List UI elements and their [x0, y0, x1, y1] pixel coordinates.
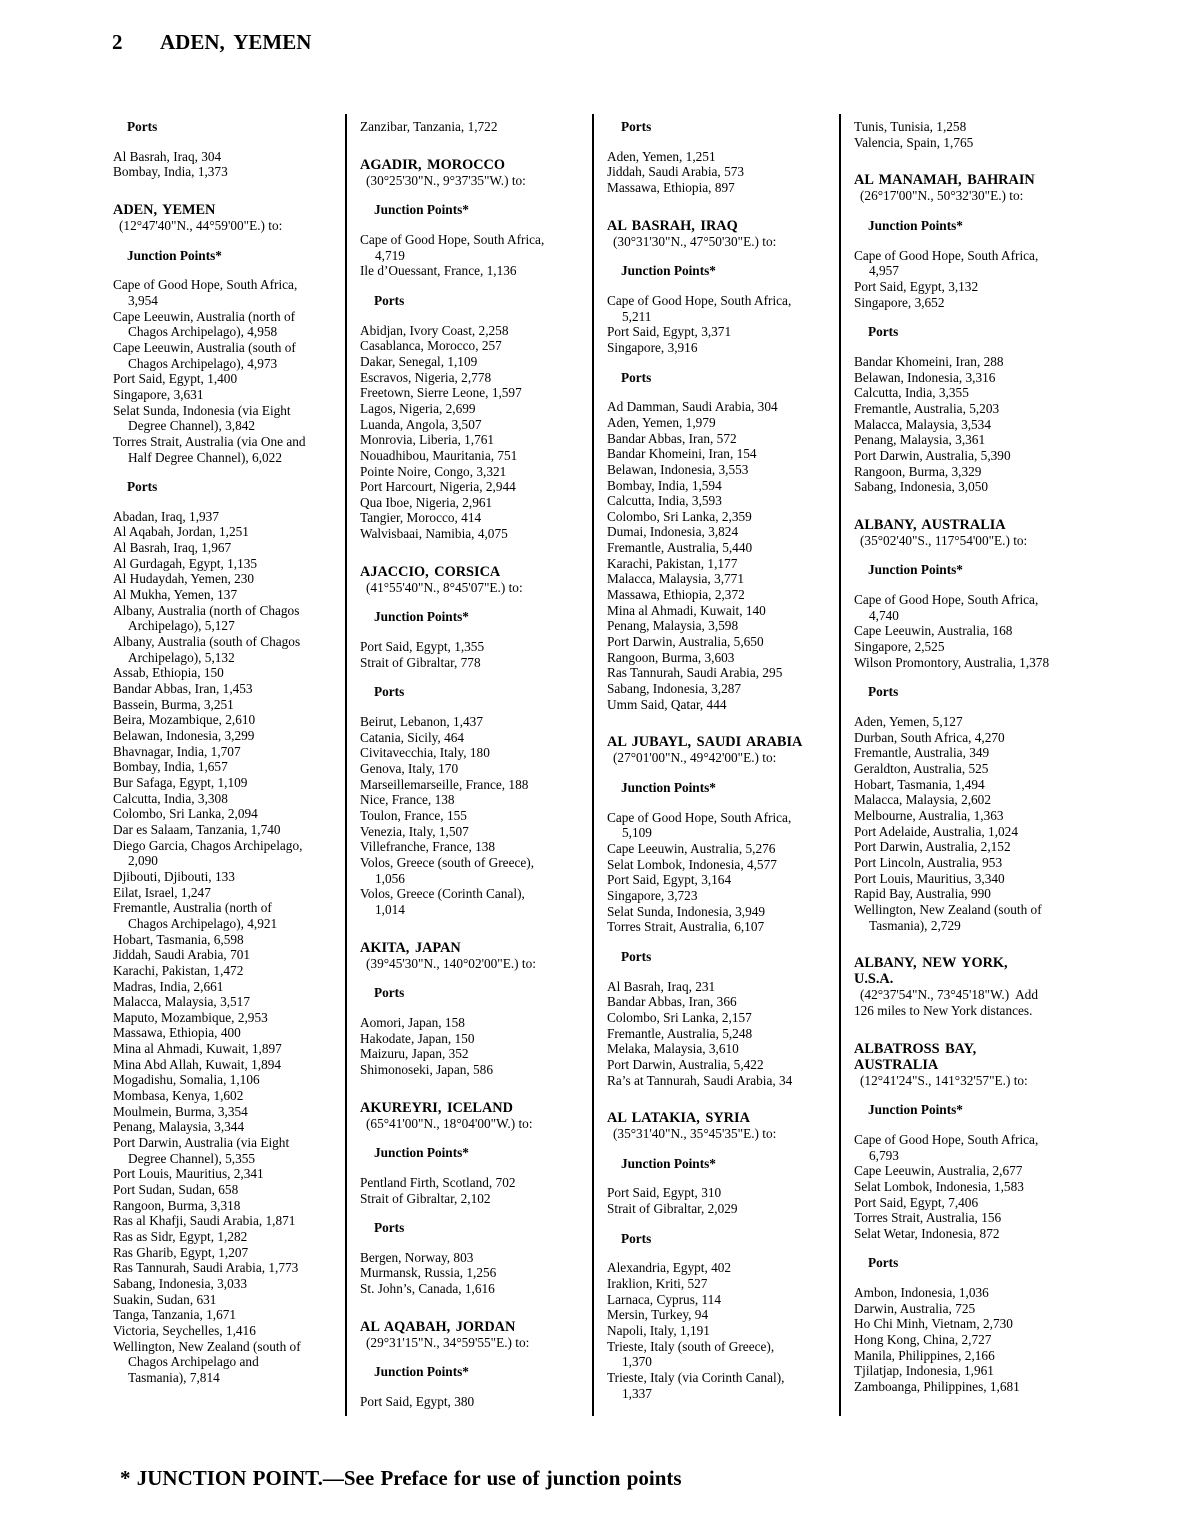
port-entry: Murmansk, Russia, 1,256: [360, 1265, 497, 1281]
port-entry: Lagos, Nigeria, 2,699: [360, 400, 476, 416]
place-heading: AUSTRALIA: [854, 1056, 939, 1073]
port-entry: St. John’s, Canada, 1,616: [360, 1281, 495, 1297]
place-heading: AL LATAKIA, SYRIA: [607, 1110, 750, 1127]
port-entry: Port Said, Egypt, 7,406: [854, 1194, 979, 1210]
page-title: ADEN, YEMEN: [160, 30, 312, 54]
section-heading: Ports: [127, 119, 158, 134]
port-entry: Singapore, 3,652: [854, 294, 945, 310]
port-entry: Civitavecchia, Italy, 180: [360, 745, 490, 761]
port-entry: Cape of Good Hope, South Africa, 5,211: [607, 292, 792, 324]
port-entry: Belawan, Indonesia, 3,316: [854, 369, 996, 385]
coordinates-line: (35°31'40"N., 35°45'35"E.) to:: [613, 1126, 777, 1142]
port-entry: Port Darwin, Australia, 5,650: [607, 634, 764, 650]
port-entry: Karachi, Pakistan, 1,472: [113, 962, 244, 978]
place-heading: AL BASRAH, IRAQ: [607, 217, 738, 234]
port-entry: Catania, Sicily, 464: [360, 729, 465, 745]
coordinates-line: (27°01'00"N., 49°42'00"E.) to:: [613, 750, 777, 766]
port-entry: Escravos, Nigeria, 2,778: [360, 369, 492, 385]
port-entry: Assab, Ethiopia, 150: [113, 665, 224, 681]
port-entry: Selat Lombok, Indonesia, 4,577: [607, 856, 777, 872]
port-entry: Port Said, Egypt, 1,400: [113, 371, 238, 387]
section-heading: Ports: [374, 985, 405, 1001]
port-entry: Port Adelaide, Australia, 1,024: [854, 823, 1018, 839]
port-entry: Durban, South Africa, 4,270: [854, 729, 1005, 745]
port-entry: Al Hudaydah, Yemen, 230: [113, 571, 255, 587]
port-entry: Valencia, Spain, 1,765: [854, 134, 974, 150]
port-entry: Port Darwin, Australia, 5,422: [607, 1056, 764, 1072]
port-entry: Venezia, Italy, 1,507: [360, 823, 469, 839]
port-entry: Aomori, Japan, 158: [360, 1014, 465, 1030]
section-heading: Junction Points*: [868, 1102, 963, 1118]
port-entry: Singapore, 2,525: [854, 639, 945, 655]
section-heading: Ports: [621, 119, 652, 134]
section-heading: Junction Points*: [621, 1155, 716, 1171]
port-entry: Monrovia, Liberia, 1,761: [360, 432, 495, 448]
port-entry: Port Said, Egypt, 310: [607, 1185, 722, 1201]
port-entry: Calcutta, India, 3,308: [113, 790, 228, 806]
port-entry: Melbourne, Australia, 1,363: [854, 808, 1004, 823]
port-entry: Selat Lombok, Indonesia, 1,583: [854, 1178, 1024, 1194]
port-entry: Colombo, Sri Lanka, 2,094: [113, 806, 258, 822]
port-entry: Djibouti, Djibouti, 133: [113, 868, 235, 884]
port-entry: Wilson Promontory, Australia, 1,378: [854, 654, 1050, 670]
place-heading: ALBANY, NEW YORK, U.S.A.: [854, 955, 1008, 988]
section-heading: Junction Points*: [868, 562, 963, 578]
port-entry: Cape Leeuwin, Australia, 5,276: [607, 840, 776, 856]
port-entry: Mogadishu, Somalia, 1,106: [113, 1072, 260, 1088]
port-entry: Port Said, Egypt, 380: [360, 1394, 475, 1410]
port-entry: Ras Gharib, Egypt, 1,207: [113, 1244, 249, 1260]
port-entry: Torres Strait, Australia (via One and Half Degree Channel), 6,022: [113, 433, 306, 465]
section-heading: Ports: [374, 684, 405, 700]
place-heading: ALBANY, AUSTRALIA: [854, 516, 1006, 533]
page-number: 2: [112, 30, 123, 54]
port-entry: Strait of Gibraltar, 2,102: [360, 1190, 491, 1206]
port-entry: Malacca, Malaysia, 2,602: [854, 792, 991, 808]
port-entry: Nice, France, 138: [360, 792, 455, 808]
port-entry: Fremantle, Australia, 5,248: [607, 1025, 753, 1041]
port-entry: Selat Sunda, Indonesia (via Eight Degree Channel), 3,842: [113, 402, 291, 434]
port-entry: Madras, India, 2,661: [113, 978, 224, 994]
port-entry: Hobart, Tasmania, 6,598: [113, 931, 244, 947]
port-entry: Singapore, 3,916: [607, 339, 698, 355]
port-entry: Nouadhibou, Mauritania, 751: [360, 447, 518, 463]
section-heading: Junction Points*: [127, 247, 222, 263]
port-entry: Bhavnagar, India, 1,707: [113, 743, 241, 759]
port-entry: Fremantle, Australia, 5,203: [854, 400, 1000, 416]
port-entry: Luanda, Angola, 3,507: [360, 416, 482, 432]
port-entry: Belawan, Indonesia, 3,553: [607, 461, 749, 477]
port-entry: Cape Leeuwin, Australia (south of Chagos Archipelago), 4,973: [113, 339, 296, 371]
port-entry: Maputo, Mozambique, 2,953: [113, 1009, 268, 1025]
coordinates-line: (35°02'40"S., 117°54'00"E.) to:: [860, 532, 1028, 548]
coordinates-line: (26°17'00"N., 50°32'30"E.) to:: [860, 188, 1024, 204]
place-heading: AKITA, JAPAN: [360, 939, 461, 956]
port-entry: Trieste, Italy (south of Greece), 1,370: [607, 1338, 775, 1370]
port-entry: Albany, Australia (north of Chagos Archipelago), 5,127: [113, 602, 300, 634]
port-entry: Massawa, Ethiopia, 400: [113, 1025, 241, 1041]
note-line: 126 miles to New York distances.: [854, 1002, 1033, 1018]
port-entry: Bur Safaga, Egypt, 1,109: [113, 774, 248, 790]
port-entry: Port Harcourt, Nigeria, 2,944: [360, 479, 516, 495]
port-entry: Victoria, Seychelles, 1,416: [113, 1322, 256, 1338]
port-entry: Genova, Italy, 170: [360, 761, 459, 777]
port-entry: Torres Strait, Australia, 156: [854, 1210, 1002, 1226]
port-entry: Freetown, Sierre Leone, 1,597: [360, 385, 522, 401]
port-entry: Wellington, New Zealand (south of Tasmania), 2,729: [854, 901, 1042, 933]
port-entry: Pentland Firth, Scotland, 702: [360, 1174, 516, 1190]
columns: [113, 114, 1086, 1416]
port-entry: Alexandria, Egypt, 402: [607, 1260, 732, 1276]
port-entry: Mersin, Turkey, 94: [607, 1307, 709, 1323]
column-4: [854, 114, 1086, 1416]
port-entry: Suakin, Sudan, 631: [113, 1291, 217, 1307]
port-entry: Penang, Malaysia, 3,361: [854, 432, 986, 448]
port-entry: Melaka, Malaysia, 3,610: [607, 1041, 739, 1057]
port-entry: Diego Garcia, Chagos Archipelago, 2,090: [113, 837, 303, 869]
port-entry: Trieste, Italy (via Corinth Canal), 1,337: [607, 1370, 785, 1401]
section-heading: Junction Points*: [374, 609, 469, 625]
column-1: [113, 114, 347, 1416]
port-entry: Iraklion, Kriti, 527: [607, 1276, 708, 1292]
port-entry: Napoli, Italy, 1,191: [607, 1323, 710, 1339]
port-entry: Jiddah, Saudi Arabia, 701: [113, 947, 251, 963]
port-entry: Bandar Khomeini, Iran, 288: [854, 353, 1004, 369]
port-entry: Singapore, 3,723: [607, 887, 698, 903]
page-header: [112, 30, 311, 55]
port-entry: Wellington, New Zealand (south of Chagos Archipelago and Tasmania), 7,814: [113, 1338, 301, 1385]
section-heading: Junction Points*: [621, 263, 716, 279]
port-entry: Eilat, Israel, 1,247: [113, 884, 211, 900]
port-entry: Sabang, Indonesia, 3,050: [854, 479, 989, 495]
section-heading: Ports: [621, 1230, 652, 1246]
port-entry: Fremantle, Australia, 5,440: [607, 540, 753, 556]
port-entry: Bombay, India, 1,594: [607, 477, 722, 493]
port-entry: Sabang, Indonesia, 3,033: [113, 1275, 248, 1291]
port-entry: Cape Leeuwin, Australia, 168: [854, 623, 1013, 639]
port-entry: Shimonoseki, Japan, 586: [360, 1061, 493, 1077]
port-entry: Marseillemarseille, France, 188: [360, 776, 529, 792]
port-entry: Malacca, Malaysia, 3,534: [854, 416, 991, 432]
port-entry: Ho Chi Minh, Vietnam, 2,730: [854, 1316, 1013, 1332]
port-entry: Port Said, Egypt, 3,371: [607, 324, 732, 340]
port-entry: Bandar Khomeini, Iran, 154: [607, 446, 757, 462]
port-entry: Rangoon, Burma, 3,603: [607, 649, 735, 665]
port-entry: Beirut, Lebanon, 1,437: [360, 714, 483, 730]
junction-point-footnote: * JUNCTION POINT.—See Preface for use of junction points: [120, 1466, 682, 1490]
port-entry: Sabang, Indonesia, 3,287: [607, 681, 742, 697]
port-entry: Cape of Good Hope, South Africa, 4,719: [360, 231, 545, 263]
column-2: [360, 114, 594, 1416]
port-entry: Mina Abd Allah, Kuwait, 1,894: [113, 1056, 282, 1072]
port-entry: Casablanca, Morocco, 257: [360, 338, 502, 354]
port-entry: Port Louis, Mauritius, 3,340: [854, 870, 1005, 886]
port-entry: Colombo, Sri Lanka, 2,157: [607, 1009, 752, 1025]
port-entry: Port Sudan, Sudan, 658: [113, 1182, 239, 1198]
port-entry: Al Aqabah, Jordan, 1,251: [113, 524, 249, 540]
port-entry: Tjilatjap, Indonesia, 1,961: [854, 1363, 994, 1379]
column-3: [607, 114, 841, 1416]
port-entry: Hobart, Tasmania, 1,494: [854, 776, 985, 792]
port-entry: Ras Tannurah, Saudi Arabia, 1,773: [113, 1260, 299, 1276]
section-heading: Ports: [374, 292, 405, 308]
port-entry: Bassein, Burma, 3,251: [113, 696, 234, 712]
coordinates-line: (30°31'30"N., 47°50'30"E.) to:: [613, 233, 777, 249]
port-entry: Al Basrah, Iraq, 231: [607, 978, 716, 994]
port-entry: Cape of Good Hope, South Africa, 6,793: [854, 1131, 1039, 1163]
port-entry: Villefranche, France, 138: [360, 839, 496, 855]
place-heading: AL AQABAH, JORDAN: [360, 1318, 516, 1335]
port-entry: Port Lincoln, Australia, 953: [854, 854, 1003, 870]
port-entry: Tangier, Morocco, 414: [360, 510, 482, 526]
port-entry: Port Said, Egypt, 3,164: [607, 872, 732, 888]
port-entry: Darwin, Australia, 725: [854, 1300, 976, 1316]
port-entry: Rangoon, Burma, 3,329: [854, 463, 982, 479]
port-entry: Ras al Khafji, Saudi Arabia, 1,871: [113, 1213, 296, 1229]
port-entry: Aden, Yemen, 1,979: [607, 414, 716, 430]
coordinates-line: (30°25'30"N., 9°37'35"W.) to:: [366, 172, 526, 188]
port-entry: Rapid Bay, Australia, 990: [854, 886, 991, 902]
port-entry: Port Darwin, Australia, 5,390: [854, 447, 1011, 463]
port-entry: Torres Strait, Australia, 6,107: [607, 919, 765, 935]
port-entry: Zamboanga, Philippines, 1,681: [854, 1379, 1020, 1395]
coordinates-line: (65°41'00"N., 18°04'00"W.) to:: [366, 1115, 533, 1131]
port-entry: Cape of Good Hope, South Africa, 4,740: [854, 592, 1039, 623]
port-entry: Abidjan, Ivory Coast, 2,258: [360, 322, 509, 338]
port-entry: Calcutta, India, 3,593: [607, 493, 722, 509]
coordinates-line: (12°41'24"S., 141°32'57"E.) to:: [860, 1072, 1028, 1088]
section-heading: Junction Points*: [374, 202, 469, 218]
port-entry: Fremantle, Australia, 349: [854, 745, 990, 761]
section-heading: Ports: [868, 324, 899, 340]
port-entry: Cape Leeuwin, Australia (north of Chagos Archipelago), 4,958: [113, 308, 296, 340]
port-entry: Penang, Malaysia, 3,344: [113, 1119, 245, 1135]
place-heading: ALBATROSS BAY,: [854, 1040, 977, 1057]
port-entry: Cape of Good Hope, South Africa, 5,109: [607, 809, 792, 841]
port-entry: Ras as Sidr, Egypt, 1,282: [113, 1229, 248, 1244]
coordinates-line: (12°47'40"N., 44°59'00"E.) to:: [119, 217, 283, 233]
port-entry: Karachi, Pakistan, 1,177: [607, 555, 738, 571]
port-entry: Manila, Philippines, 2,166: [854, 1347, 995, 1363]
port-entry: Walvisbaai, Namibia, 4,075: [360, 526, 508, 542]
port-entry: Hakodate, Japan, 150: [360, 1030, 475, 1046]
port-entry: Ambon, Indonesia, 1,036: [854, 1285, 989, 1301]
port-entry: Cape of Good Hope, South Africa, 4,957: [854, 247, 1039, 279]
section-heading: Ports: [868, 1255, 899, 1271]
coordinates-line: (42°37'54"N., 73°45'18"W.) Add: [860, 987, 1038, 1003]
port-entry: Qua Iboe, Nigeria, 2,961: [360, 494, 493, 510]
port-entry: Ad Damman, Saudi Arabia, 304: [607, 399, 778, 415]
port-entry: Massawa, Ethiopia, 2,372: [607, 587, 745, 603]
port-entry: Penang, Malaysia, 3,598: [607, 618, 739, 634]
section-heading: Junction Points*: [374, 1145, 469, 1161]
port-entry: Malacca, Malaysia, 3,771: [607, 571, 744, 587]
port-entry: Mina al Ahmadi, Kuwait, 140: [607, 602, 766, 618]
port-entry: Aden, Yemen, 1,251: [607, 148, 716, 164]
port-entry: Volos, Greece (south of Greece), 1,056: [360, 854, 535, 886]
port-entry: Fremantle, Australia (north of Chagos Archipelago), 4,921: [113, 900, 278, 931]
port-entry: Toulon, France, 155: [360, 808, 467, 823]
port-entry: Calcutta, India, 3,355: [854, 385, 969, 401]
port-entry: Cape Leeuwin, Australia, 2,677: [854, 1163, 1023, 1179]
port-entry: Massawa, Ethiopia, 897: [607, 179, 735, 195]
port-entry: Jiddah, Saudi Arabia, 573: [607, 164, 745, 180]
port-entry: Selat Wetar, Indonesia, 872: [854, 1225, 1000, 1241]
port-entry: Al Basrah, Iraq, 304: [113, 148, 222, 164]
port-entry: Cape of Good Hope, South Africa, 3,954: [113, 277, 298, 308]
place-heading: AKUREYRI, ICELAND: [360, 1099, 513, 1116]
section-heading: Junction Points*: [621, 780, 716, 795]
coordinates-line: (39°45'30"N., 140°02'00"E.) to:: [366, 955, 536, 971]
port-entry: Moulmein, Burma, 3,354: [113, 1103, 248, 1119]
port-entry: Port Said, Egypt, 1,355: [360, 639, 485, 655]
port-entry: Strait of Gibraltar, 778: [360, 654, 481, 670]
place-heading: AJACCIO, CORSICA: [360, 563, 501, 580]
section-heading: Junction Points*: [868, 217, 963, 233]
port-entry: Aden, Yemen, 5,127: [854, 714, 963, 730]
port-entry: Bandar Abbas, Iran, 572: [607, 430, 737, 446]
port-entry: Bandar Abbas, Iran, 366: [607, 994, 737, 1010]
section-heading: Ports: [868, 684, 899, 700]
port-entry: Maizuru, Japan, 352: [360, 1046, 469, 1062]
port-entry: Geraldton, Australia, 525: [854, 761, 989, 777]
port-entry: Mina al Ahmadi, Kuwait, 1,897: [113, 1041, 282, 1057]
section-heading: Junction Points*: [374, 1364, 469, 1380]
place-heading: ADEN, YEMEN: [113, 201, 216, 218]
section-heading: Ports: [127, 479, 158, 495]
port-entry: Ra’s at Tannurah, Saudi Arabia, 34: [607, 1072, 793, 1088]
port-entry: Rangoon, Burma, 3,318: [113, 1197, 241, 1213]
port-entry: Beira, Mozambique, 2,610: [113, 712, 256, 728]
port-entry: Al Gurdagah, Egypt, 1,135: [113, 555, 258, 571]
port-entry: Larnaca, Cyprus, 114: [607, 1291, 721, 1307]
port-entry: Dar es Salaam, Tanzania, 1,740: [113, 821, 281, 837]
coordinates-line: (29°31'15"N., 34°59'55"E.) to:: [366, 1334, 530, 1350]
port-entry: Strait of Gibraltar, 2,029: [607, 1201, 738, 1217]
port-entry: Umm Said, Qatar, 444: [607, 696, 727, 712]
port-entry: Albany, Australia (south of Chagos Archipelago), 5,132: [113, 634, 301, 665]
port-entry: Ras Tannurah, Saudi Arabia, 295: [607, 665, 783, 681]
port-entry: Tunis, Tunisia, 1,258: [854, 119, 967, 134]
port-entry: Bergen, Norway, 803: [360, 1249, 474, 1265]
coordinates-line: (41°55'40"N., 8°45'07"E.) to:: [366, 579, 523, 595]
port-entry: Port Darwin, Australia, 2,152: [854, 839, 1011, 855]
port-entry: Pointe Noire, Congo, 3,321: [360, 463, 507, 479]
port-entry: Ile d’Ouessant, France, 1,136: [360, 263, 517, 279]
port-entry: Mombasa, Kenya, 1,602: [113, 1088, 244, 1104]
port-entry: Tanga, Tanzania, 1,671: [113, 1307, 237, 1323]
port-entry: Bombay, India, 1,657: [113, 759, 228, 775]
port-entry: Singapore, 3,631: [113, 386, 204, 402]
port-entry: Dumai, Indonesia, 3,824: [607, 524, 739, 540]
port-entry: Port Darwin, Australia (via Eight Degree Channel), 5,355: [113, 1135, 290, 1166]
port-entry: Bandar Abbas, Iran, 1,453: [113, 681, 253, 697]
port-entry: Malacca, Malaysia, 3,517: [113, 994, 250, 1010]
section-heading: Ports: [621, 369, 652, 385]
port-entry: Port Louis, Mauritius, 2,341: [113, 1166, 264, 1182]
port-entry: Volos, Greece (Corinth Canal), 1,014: [360, 886, 525, 917]
port-entry: Port Said, Egypt, 3,132: [854, 278, 979, 294]
port-entry: Belawan, Indonesia, 3,299: [113, 728, 255, 743]
port-entry: Bombay, India, 1,373: [113, 164, 228, 180]
section-heading: Ports: [621, 948, 652, 964]
port-entry: Selat Sunda, Indonesia, 3,949: [607, 903, 766, 919]
port-entry: Dakar, Senegal, 1,109: [360, 353, 478, 369]
port-entry: Colombo, Sri Lanka, 2,359: [607, 508, 752, 524]
port-entry: Al Mukha, Yemen, 137: [113, 587, 238, 603]
port-entry: Al Basrah, Iraq, 1,967: [113, 540, 232, 556]
port-entry: Hong Kong, China, 2,727: [854, 1332, 992, 1348]
section-heading: Ports: [374, 1220, 405, 1236]
port-entry: Zanzibar, Tanzania, 1,722: [360, 119, 498, 134]
place-heading: AL MANAMAH, BAHRAIN: [854, 172, 1035, 189]
port-entry: Abadan, Iraq, 1,937: [113, 508, 219, 524]
place-heading: AGADIR, MOROCCO: [360, 156, 505, 173]
place-heading: AL JUBAYL, SAUDI ARABIA: [607, 734, 803, 751]
